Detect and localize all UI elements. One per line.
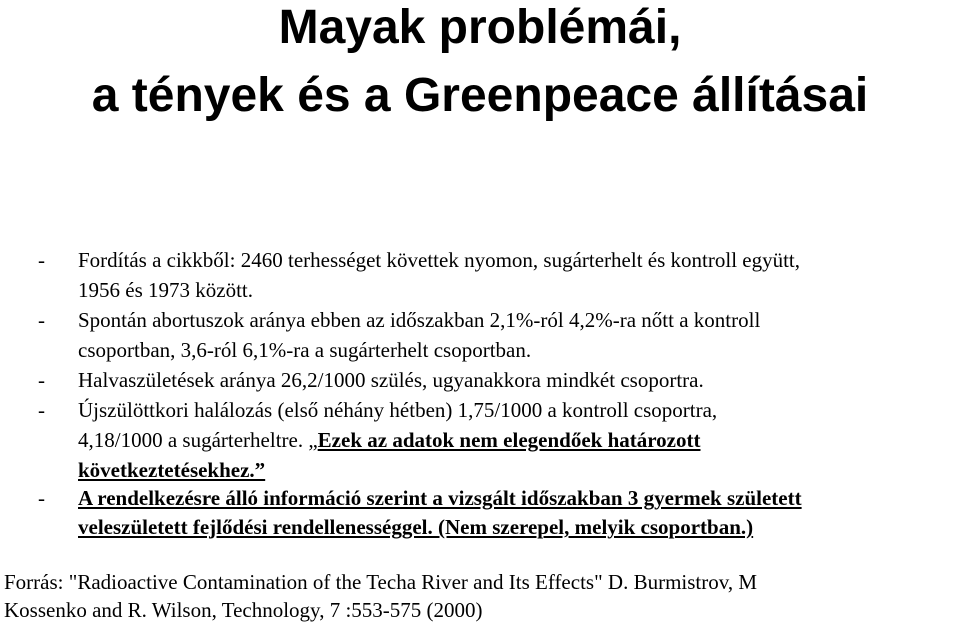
- bullet-text-emphasis: A rendelkezésre álló információ szerint a vizsgált időszakban 3 gyermek született: [78, 486, 802, 510]
- bullet-text-line: csoportban, 3,6-ról 6,1%-ra a sugárterhelt csoportban.: [78, 338, 532, 362]
- bullet-text-line: Halvaszületések aránya 26,2/1000 szülés, ugyanakkora mindkét csoportra.: [78, 368, 704, 392]
- bullet-text-line: [78, 430, 701, 451]
- bullet-dash: -: [38, 398, 45, 422]
- bullet-dash: -: [38, 486, 45, 510]
- bullet-text-plain: 4,18/1000 a sugárterheltre. „: [78, 428, 318, 452]
- bullet-text-emphasis: Ezek az adatok nem elegendőek határozott: [317, 428, 701, 452]
- bullet-text-line: Újszülöttkori halálozás (első néhány hétben) 1,75/1000 a kontroll csoportra,: [78, 398, 718, 422]
- bullet-text-line: [78, 488, 802, 509]
- title-line-1: Mayak problémái,: [278, 1, 682, 54]
- bullet-text-emphasis: következtetésekhez.”: [78, 458, 266, 482]
- bullet-text-emphasis: veleszületett fejlődési rendellenességgel. (Nem szerepel, melyik csoportban.): [78, 515, 754, 539]
- bullet-text-line: [78, 460, 265, 481]
- bullet-text-line: [78, 517, 753, 538]
- bullet-text-line: Fordítás a cikkből: 2460 terhességet követtek nyomon, sugárterhelt és kontroll együtt,: [78, 248, 801, 272]
- bullet-text-line: Spontán abortuszok aránya ebben az időszakban 2,1%-ról 4,2%-ra nőtt a kontroll: [78, 308, 761, 332]
- title-line-2: a tények és a Greenpeace állításai: [91, 69, 869, 122]
- bullet-dash: -: [38, 308, 45, 332]
- bullet-dash: -: [38, 368, 45, 392]
- source-line-2: Kossenko and R. Wilson, Technology, 7 :553-575 (2000): [4, 598, 483, 622]
- bullet-dash: -: [38, 248, 45, 272]
- source-line-1: Forrás: "Radioactive Contamination of the Techa River and Its Effects" D. Burmistrov, M: [4, 570, 758, 594]
- bullet-text-line: 1956 és 1973 között.: [78, 278, 253, 302]
